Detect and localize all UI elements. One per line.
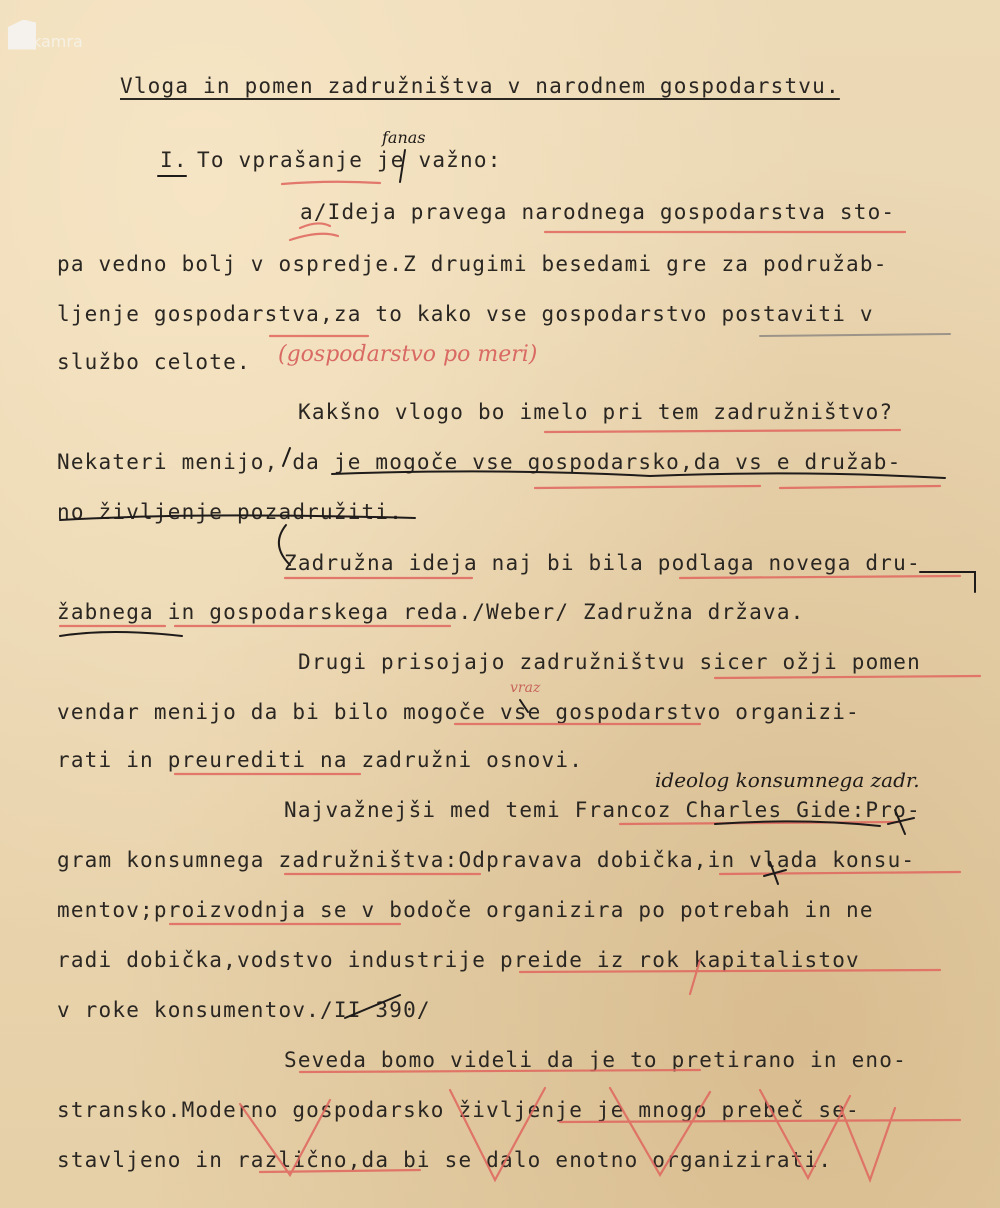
text-line: Nekateri menijo, da je mogoče vse gospodarsko,da vs e družab- (57, 450, 902, 474)
text-line: rati in preurediti na zadružni osnovi. (57, 748, 584, 772)
red-cross-mark (240, 1100, 330, 1175)
red-underline (545, 430, 900, 432)
text-line: mentov;proizvodnja se v bodoče organizira po potrebah in ne (57, 898, 874, 922)
red-cross-mark (450, 1088, 545, 1180)
red-underline (535, 486, 760, 488)
red-underline (690, 960, 700, 994)
text-line: To vprašanje je važno: (197, 148, 502, 172)
gray-underline (760, 334, 950, 336)
ink-strikethrough (60, 515, 415, 520)
logo-text: kamra (32, 32, 83, 51)
text-line: službo celote. (57, 350, 251, 374)
red-underline (560, 1120, 960, 1122)
text-line: a/Ideja pravega narodnega gospodarstva sto- (300, 200, 896, 224)
text-line: Seveda bomo videli da je to pretirano in eno- (284, 1048, 907, 1072)
red-underline (282, 182, 380, 184)
ink-strikethrough (332, 471, 945, 478)
text-line: Drugi prisojajo zadružništvu sicer ožji pomen (298, 650, 921, 674)
text-line: v roke konsumentov./II 390/ (57, 998, 431, 1022)
text-line: radi dobička,vodstvo industrije preide iz rok kapitalistov (57, 948, 860, 972)
red-cross-mark (760, 1090, 850, 1178)
red-cross-mark (840, 1106, 895, 1180)
text-line: Najvažnejši med temi Francoz Charles Gide:Pro- (284, 798, 921, 822)
handwritten-note-above: fanas (382, 128, 426, 147)
text-line: vendar menijo da bi bilo mogoče vse gospodarstvo organizi- (57, 700, 860, 724)
ink-mark (520, 700, 528, 712)
text-line: Zadružna ideja naj bi bila podlaga novega dru- (284, 551, 921, 575)
red-underline (260, 1170, 420, 1172)
red-underline (780, 486, 940, 488)
text-line: Kakšno vlogo bo imelo pri tem zadružništvo? (298, 400, 894, 424)
ink-mark (283, 448, 290, 466)
text-line: pa vedno bolj v ospredje.Z drugimi besedami gre za podružab- (57, 252, 888, 276)
red-underline (300, 223, 330, 228)
red-underline (715, 676, 980, 678)
red-underline (290, 234, 338, 240)
ink-mark (400, 150, 405, 182)
section-number: I. (160, 148, 188, 172)
text-line: ljenje gospodarstva,za to kako vse gospodarstvo postaviti v (57, 302, 874, 326)
margin-handwritten-note: ideolog konsumnega zadr. (655, 768, 920, 792)
text-line: stavljeno in različno,da bi se dalo enotno organizirati. (57, 1148, 833, 1172)
text-line: no življenje pozadružiti. (57, 500, 404, 524)
handwritten-note-above: vraz (510, 680, 541, 696)
red-underline (520, 970, 940, 972)
document-title: Vloga in pomen zadružništva v narodnem gospodarstvu. (120, 74, 840, 98)
text-line: žabnega in gospodarskega reda./Weber/ Zadružna država. (57, 600, 805, 624)
text-line: gram konsumnega zadružništva:Odpravava dobička,in vlada konsu- (57, 848, 916, 872)
ink-underline (60, 632, 182, 636)
red-underline (720, 872, 960, 874)
red-handwritten-note: (gospodarstvo po meri) (278, 342, 538, 367)
ink-bracket (279, 525, 290, 565)
red-underline (680, 576, 960, 578)
text-line: stransko.Moderno gospodarsko življenje je mnogo prebeč se- (57, 1098, 860, 1122)
red-underline (300, 1070, 700, 1072)
red-cross-mark (610, 1088, 710, 1175)
ink-strikethrough (345, 995, 400, 1018)
